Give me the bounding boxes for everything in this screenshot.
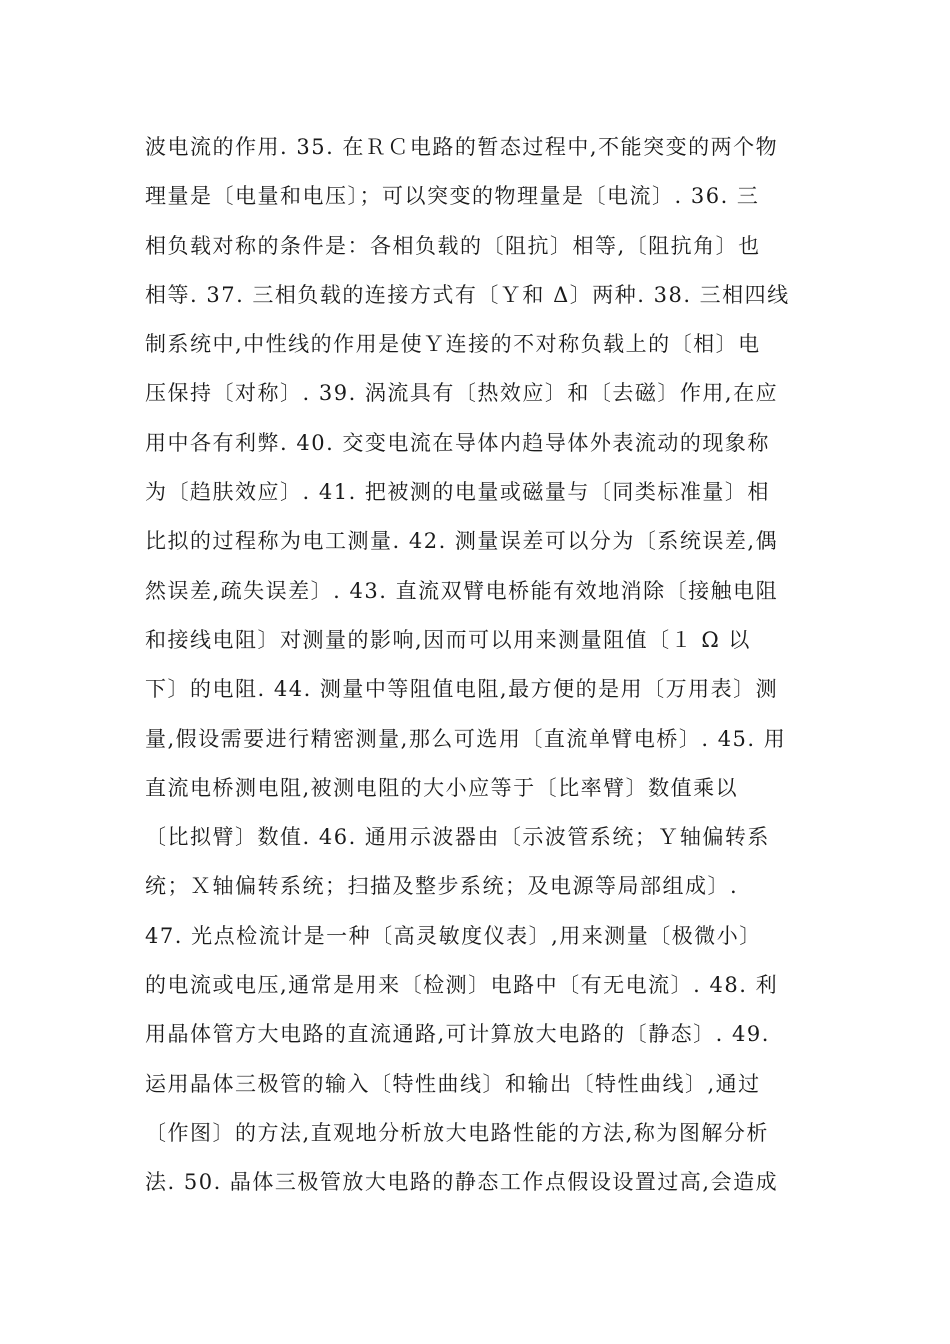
- text-line: 用晶体管方大电路的直流通路,可计算放大电路的〔静态〕. 49.: [145, 1022, 770, 1047]
- text-line: 理量是〔电量和电压〕；可以突变的物理量是〔电流〕. 36. 三: [145, 184, 760, 209]
- text-line: 量,假设需要进行精密测量,那么可选用〔直流单臂电桥〕. 45. 用: [145, 726, 787, 751]
- text-line: 〔作图〕的方法,直观地分析放大电路性能的方法,称为图解分析: [145, 1120, 769, 1145]
- text-line: 和接线电阻〕对测量的影响,因而可以用来测量阻值〔１ Ω 以: [145, 627, 751, 652]
- text-line: 压保持〔对称〕. 39. 涡流具有〔热效应〕和〔去磁〕作用,在应: [145, 381, 779, 406]
- text-line: 〔比拟臂〕数值. 46. 通用示波器由〔示波管系统；Ｙ轴偏转系: [145, 825, 770, 850]
- text-line: 比拟的过程称为电工测量. 42. 测量误差可以分为〔系统误差,偶: [145, 529, 779, 554]
- text-line: 统；Ｘ轴偏转系统；扫描及整步系统；及电源等局部组成〕.: [145, 874, 739, 899]
- text-line: 下〕的电阻. 44. 测量中等阻值电阻,最方便的是用〔万用表〕测: [145, 677, 779, 702]
- text-line: 制系统中,中性线的作用是使Ｙ连接的不对称负载上的〔相〕电: [145, 332, 761, 357]
- text-line: 的电流或电压,通常是用来〔检测〕电路中〔有无电流〕. 48. 利: [145, 973, 779, 998]
- body-text: [145, 127, 810, 1212]
- text-line: 相等. 37. 三相负载的连接方式有〔Ｙ和 Δ〕两种. 38. 三相四线: [145, 282, 790, 307]
- text-line: 运用晶体三极管的输入〔特性曲线〕和输出〔特性曲线〕,通过: [145, 1071, 761, 1096]
- text-line: 波电流的作用. 35. 在ＲＣ电路的暂态过程中,不能突变的两个物: [145, 135, 779, 159]
- text-line: 直流电桥测电阻,被测电阻的大小应等于〔比率臂〕数值乘以: [145, 775, 739, 800]
- text-line: 用中各有利弊. 40. 交变电流在导体内趋导体外表流动的现象称: [145, 430, 770, 455]
- text-line: 47. 光点检流计是一种〔高灵敏度仪表〕,用来测量〔极微小〕: [145, 923, 762, 948]
- text-line: 为〔趋肤效应〕. 41. 把被测的电量或磁量与〔同类标准量〕相: [145, 480, 770, 505]
- text-line: 法. 50. 晶体三极管放大电路的静态工作点假设设置过高,会造成: [145, 1170, 779, 1195]
- text-line: 相负载对称的条件是：各相负载的〔阻抗〕相等,〔阻抗角〕也: [145, 233, 761, 258]
- text-line: 然误差,疏失误差〕. 43. 直流双臂电桥能有效地消除〔接触电阻: [145, 578, 779, 603]
